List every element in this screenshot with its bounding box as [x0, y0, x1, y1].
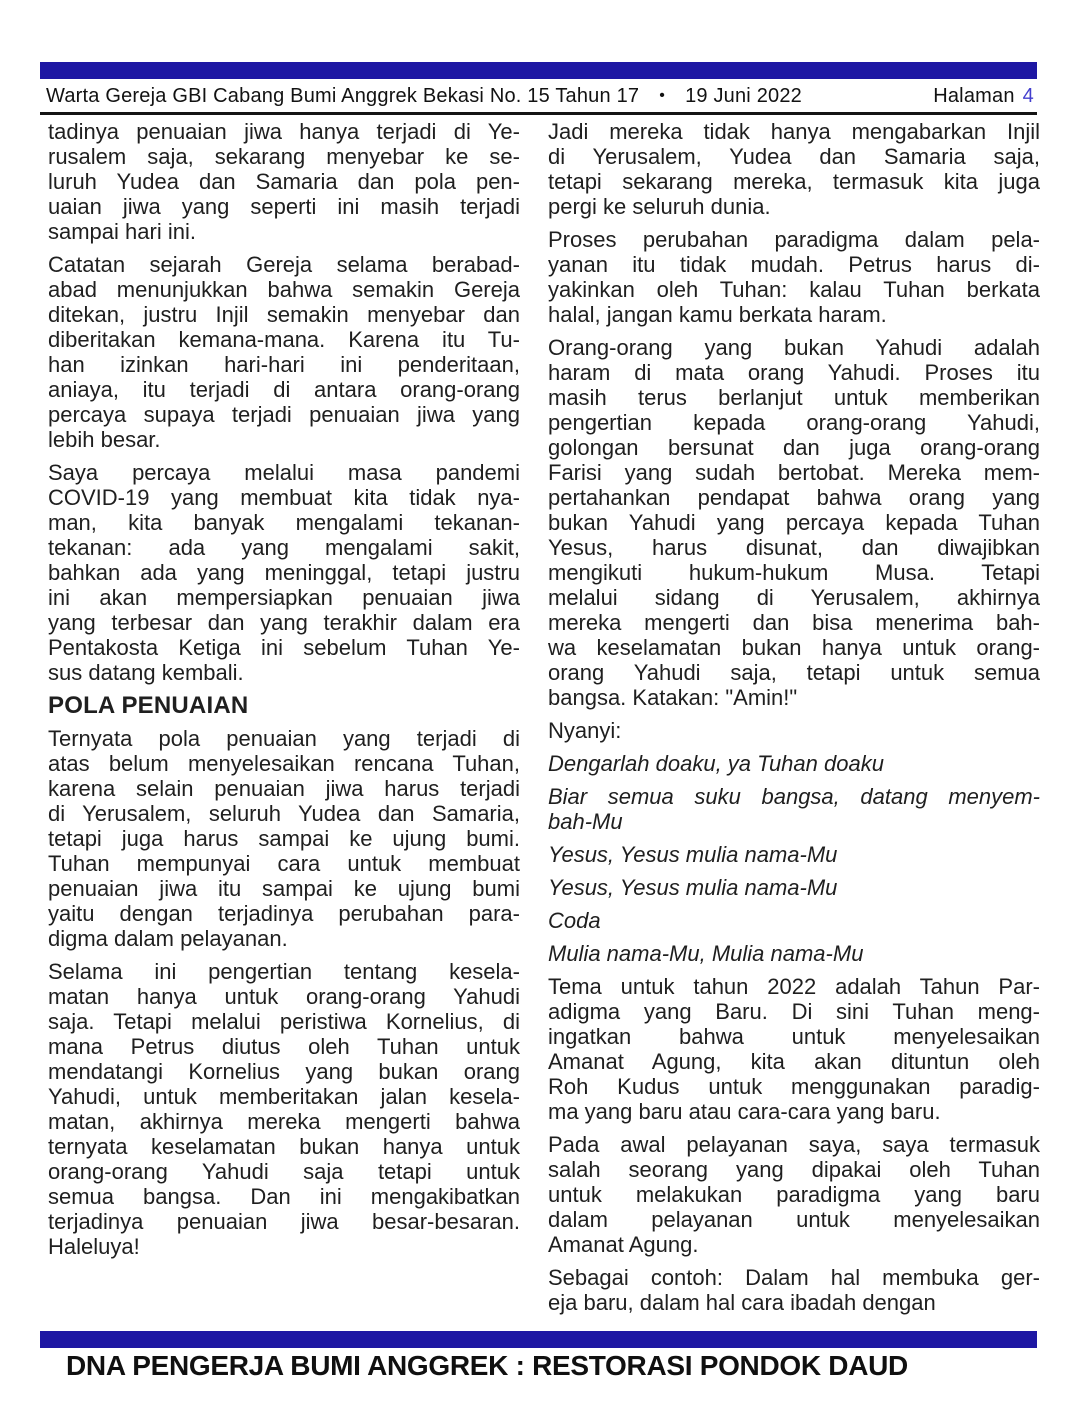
paragraph — [548, 1132, 1040, 1257]
text-line: Pentakosta Ketiga ini sebelum Tuhan Ye- — [48, 635, 520, 660]
text-line: yang terbesar dan yang terakhir dalam era — [48, 610, 520, 635]
text-line: percaya supaya terjadi penuaian jiwa yang — [48, 402, 520, 427]
header-masthead — [46, 85, 802, 108]
song-lyric-line — [548, 908, 1040, 933]
text-line: salah seorang yang dipakai oleh Tuhan — [548, 1157, 1040, 1182]
text-line: Orang-orang yang bukan Yahudi adalah — [548, 335, 1040, 360]
page-number: 4 — [1022, 84, 1034, 107]
text-line: wa keselamatan bukan hanya untuk orang- — [548, 635, 1040, 660]
text-line: Pada awal pelayanan saya, saya termasuk — [548, 1132, 1040, 1157]
footer-blue-bar — [40, 1331, 1037, 1348]
text-line: haram di mata orang Yahudi. Proses itu — [548, 360, 1040, 385]
song-lyric-line — [548, 784, 1040, 834]
newsletter-title: Warta Gereja GBI Cabang Bumi Anggrek Bekasi No. 15 Tahun 17 — [46, 84, 640, 107]
page-number-label: Halaman — [933, 84, 1015, 107]
text-line: karena selain penuaian jiwa harus terjadi — [48, 776, 520, 801]
text-line: bahkan ada yang meninggal, tetapi justru — [48, 560, 520, 585]
text-line: Proses perubahan paradigma dalam pela- — [548, 227, 1040, 252]
paragraph — [48, 252, 520, 452]
paragraph — [48, 460, 520, 685]
text-line: tetapi juga harus sampai ke ujung bumi. — [48, 826, 520, 851]
text-line: Haleluya! — [48, 1234, 140, 1259]
text-line: Mulia nama-Mu, Mulia nama-Mu — [548, 941, 864, 966]
text-line: pengertian kepada orang-orang Yahudi, — [548, 410, 1040, 435]
paragraph — [48, 726, 520, 951]
text-line: yakinkan oleh Tuhan: kalau Tuhan berkata — [548, 277, 1040, 302]
text-line: Tema untuk tahun 2022 adalah Tahun Par- — [548, 974, 1040, 999]
text-line: Coda — [548, 908, 601, 933]
text-line: Tuhan mempunyai cara untuk membuat — [48, 851, 520, 876]
paragraph — [548, 974, 1040, 1124]
text-line: pergi ke seluruh dunia. — [548, 194, 771, 219]
text-line: ternyata keselamatan bukan hanya untuk — [48, 1134, 520, 1159]
text-line: halal, jangan kamu berkata haram. — [548, 302, 887, 327]
text-line: Yesus, Yesus mulia nama-Mu — [548, 875, 838, 900]
text-line: Nyanyi: — [548, 718, 622, 743]
text-line: Biar semua suku bangsa, datang menyem- — [548, 784, 1040, 809]
paragraph — [548, 1265, 1040, 1315]
text-line: sampai hari ini. — [48, 219, 196, 244]
text-line: orang Yahudi saja, tetapi untuk semua — [548, 660, 1040, 685]
section-heading — [48, 693, 520, 718]
text-line: matan, akhirnya mereka mengerti bahwa — [48, 1109, 520, 1134]
text-line: terjadinya penuaian jiwa besar-besaran. — [48, 1209, 520, 1234]
text-line: mengikuti hukum-hukum Musa. Tetapi — [548, 560, 1040, 585]
text-line: ditekan, justru Injil semakin menyebar dan — [48, 302, 520, 327]
text-line: digma dalam pelayanan. — [48, 926, 288, 951]
text-line: ini akan mempersiapkan penuaian jiwa — [48, 585, 520, 610]
song-lyric-line — [548, 941, 1040, 966]
paragraph — [48, 119, 520, 244]
paragraph — [48, 959, 520, 1259]
text-line: dalam pelayanan untuk menyelesaikan — [548, 1207, 1040, 1232]
text-line: ingatkan bahwa untuk menyelesaikan — [548, 1024, 1040, 1049]
text-line: bah-Mu — [548, 809, 623, 834]
text-line: COVID-19 yang membuat kita tidak nya- — [48, 485, 520, 510]
song-lyric-line — [548, 875, 1040, 900]
text-line: Sebagai contoh: Dalam hal membuka ger- — [548, 1265, 1040, 1290]
text-line: Selama ini pengertian tentang kesela- — [48, 959, 520, 984]
text-line: melalui sidang di Yerusalem, akhirnya — [548, 585, 1040, 610]
text-line: bangsa. Katakan: "Amin!" — [548, 685, 798, 710]
text-line: yaitu dengan terjadinya perubahan para- — [48, 901, 520, 926]
text-line: yanan itu tidak mudah. Petrus harus di- — [548, 252, 1040, 277]
text-line: adigma yang Baru. Di sini Tuhan meng- — [548, 999, 1040, 1024]
paragraph — [548, 227, 1040, 327]
song-lyric-line — [548, 842, 1040, 867]
text-line: masih terus berlanjut untuk memberikan — [548, 385, 1040, 410]
bullet-separator-icon: • — [659, 87, 666, 104]
page-header — [46, 83, 1034, 109]
text-line: mendatangi Kornelius yang bukan orang — [48, 1059, 520, 1084]
text-line: ma yang baru atau cara-cara yang baru. — [548, 1099, 941, 1124]
text-line: Amanat Agung, kita akan dituntun oleh — [548, 1049, 1040, 1074]
text-line: Yesus, Yesus mulia nama-Mu — [548, 842, 838, 867]
top-blue-bar — [40, 62, 1037, 79]
text-line: bukan Yahudi yang percaya kepada Tuhan — [548, 510, 1040, 535]
text-line: atas belum menyelesaikan rencana Tuhan, — [48, 751, 520, 776]
article-body — [48, 119, 1040, 1323]
text-line: pertahankan pendapat bahwa orang yang — [548, 485, 1040, 510]
text-line: orang-orang Yahudi saja tetapi untuk — [48, 1159, 520, 1184]
text-line: mereka mengerti dan bisa menerima bah- — [548, 610, 1040, 635]
text-line: Yesus, harus disunat, dan diwajibkan — [548, 535, 1040, 560]
text-line: Yahudi, untuk memberitakan jalan kesela- — [48, 1084, 520, 1109]
text-line: han izinkan hari-hari ini penderitaan, — [48, 352, 520, 377]
text-line: Jadi mereka tidak hanya mengabarkan Injil — [548, 119, 1040, 144]
text-line: eja baru, dalam hal cara ibadah dengan — [548, 1290, 936, 1315]
text-line: di Yerusalem, Yudea dan Samaria saja, — [548, 144, 1040, 169]
paragraph — [548, 119, 1040, 219]
text-line: luruh Yudea dan Samaria dan pola pen- — [48, 169, 520, 194]
text-line: Saya percaya melalui masa pandemi — [48, 460, 520, 485]
text-line: rusalem saja, sekarang menyebar ke se- — [48, 144, 520, 169]
text-line: saja. Tetapi melalui peristiwa Kornelius, di — [48, 1009, 520, 1034]
text-line: Catatan sejarah Gereja selama berabad- — [48, 252, 520, 277]
text-line: diberitakan kemana-mana. Karena itu Tu- — [48, 327, 520, 352]
text-line: lebih besar. — [48, 427, 161, 452]
text-line: golongan bersunat dan juga orang-orang — [548, 435, 1040, 460]
text-line: uaian jiwa yang seperti ini masih terjadi — [48, 194, 520, 219]
text-line: tadinya penuaian jiwa hanya terjadi di Ye- — [48, 119, 520, 144]
text-line: tetapi sekarang mereka, termasuk kita juga — [548, 169, 1040, 194]
text-line: man, kita banyak mengalami tekanan- — [48, 510, 520, 535]
text-line: Farisi yang sudah bertobat. Mereka mem- — [548, 460, 1040, 485]
text-line: mana Petrus diutus oleh Tuhan untuk — [48, 1034, 520, 1059]
text-line: Amanat Agung. — [548, 1232, 699, 1257]
paragraph — [548, 335, 1040, 710]
left-column — [48, 119, 520, 1323]
page-number-group — [933, 85, 1034, 108]
text-line: abad menunjukkan bahwa semakin Gereja — [48, 277, 520, 302]
text-line: di Yerusalem, seluruh Yudea dan Samaria, — [48, 801, 520, 826]
text-line: Ternyata pola penuaian yang terjadi di — [48, 726, 520, 751]
text-line: aniaya, itu terjadi di antara orang-orang — [48, 377, 520, 402]
footer-slogan: DNA PENGERJA BUMI ANGGREK : RESTORASI PONDOK DAUD — [66, 1350, 908, 1381]
issue-date: 19 Juni 2022 — [685, 84, 803, 107]
text-line: sus datang kembali. — [48, 660, 244, 685]
text-line: Roh Kudus untuk menggunakan paradig- — [548, 1074, 1040, 1099]
song-lyric-line — [548, 751, 1040, 776]
text-line: penuaian jiwa itu sampai ke ujung bumi — [48, 876, 520, 901]
right-column — [548, 119, 1040, 1323]
text-line: Dengarlah doaku, ya Tuhan doaku — [548, 751, 884, 776]
text-line: tekanan: ada yang mengalami sakit, — [48, 535, 520, 560]
text-line: semua bangsa. Dan ini mengakibatkan — [48, 1184, 520, 1209]
header-divider — [40, 112, 1037, 115]
text-line: untuk melakukan paradigma yang baru — [548, 1182, 1040, 1207]
text-line: POLA PENUAIAN — [48, 692, 249, 719]
paragraph — [548, 718, 1040, 743]
text-line: matan hanya untuk orang-orang Yahudi — [48, 984, 520, 1009]
